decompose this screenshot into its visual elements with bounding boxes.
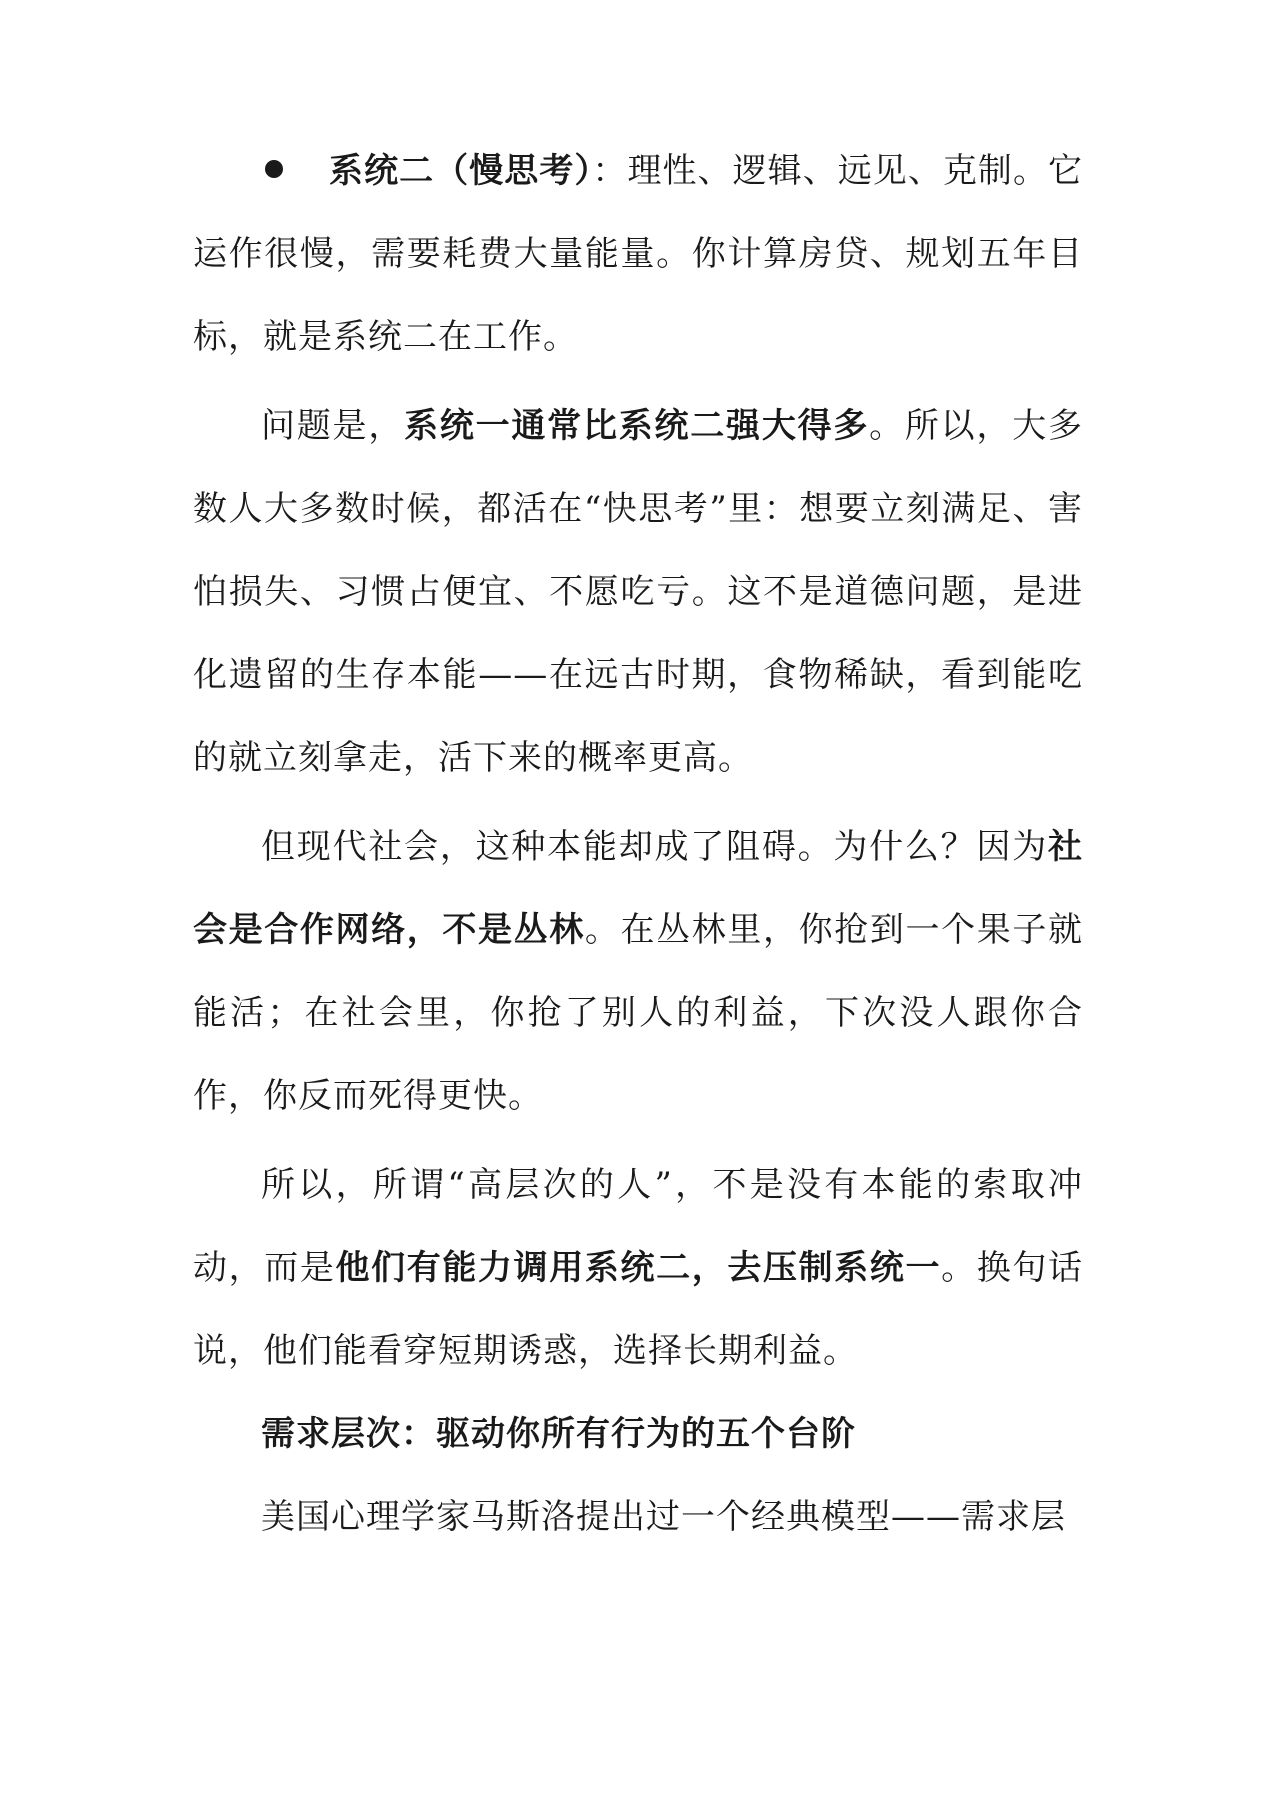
bullet-label: 系统二（慢思考） xyxy=(329,151,593,191)
paragraph-3-post: 。换句话说，他们能看穿短期诱惑，选择长期利益。 xyxy=(193,1248,1083,1371)
paragraph-2 xyxy=(193,806,1083,1138)
paragraph-1-bold: 系统一通常比系统二强大得多 xyxy=(404,406,870,446)
paragraph-3 xyxy=(193,1144,1083,1393)
paragraph-2-bold: 社会是合作网络，不是丛林 xyxy=(193,827,1083,950)
document-body xyxy=(193,130,1083,1559)
paragraph-1-pre: 问题是， xyxy=(261,406,405,446)
paragraph-2-post: 。在丛林里，你抢到一个果子就能活；在社会里，你抢了别人的利益，下次没人跟你合作，你反而死得更快。 xyxy=(193,910,1083,1116)
paragraph-3-pre: 所以，所谓“高层次的人”，不是没有本能的索取冲动，而是 xyxy=(193,1165,1083,1288)
bullet-paragraph xyxy=(193,130,1083,379)
paragraph-1 xyxy=(193,385,1083,800)
paragraph-1-post: 。所以，大多数人大多数时候，都活在“快思考”里：想要立刻满足、害怕损失、习惯占便宜、不愿吃亏。这不是道德问题，是进化遗留的生存本能——在远古时期，食物稀缺，看到能吃的就立刻拿走，活下来的概率更高。 xyxy=(193,406,1084,778)
paragraph-4: 美国心理学家马斯洛提出过一个经典模型——需求层 xyxy=(261,1497,1066,1537)
bullet-text: ：理性、逻辑、远见、克制。它运作很慢，需要耗费大量能量。你计算房贷、规划五年目标，就是系统二在工作。 xyxy=(193,151,1084,357)
bullet-dot-icon xyxy=(265,160,283,178)
paragraph-3-bold: 他们有能力调用系统二，去压制系统一 xyxy=(335,1248,942,1288)
paragraph-2-pre: 但现代社会，这种本能却成了阻碍。为什么？因为 xyxy=(261,827,1048,867)
section-heading: 需求层次：驱动你所有行为的五个台阶 xyxy=(261,1414,856,1454)
